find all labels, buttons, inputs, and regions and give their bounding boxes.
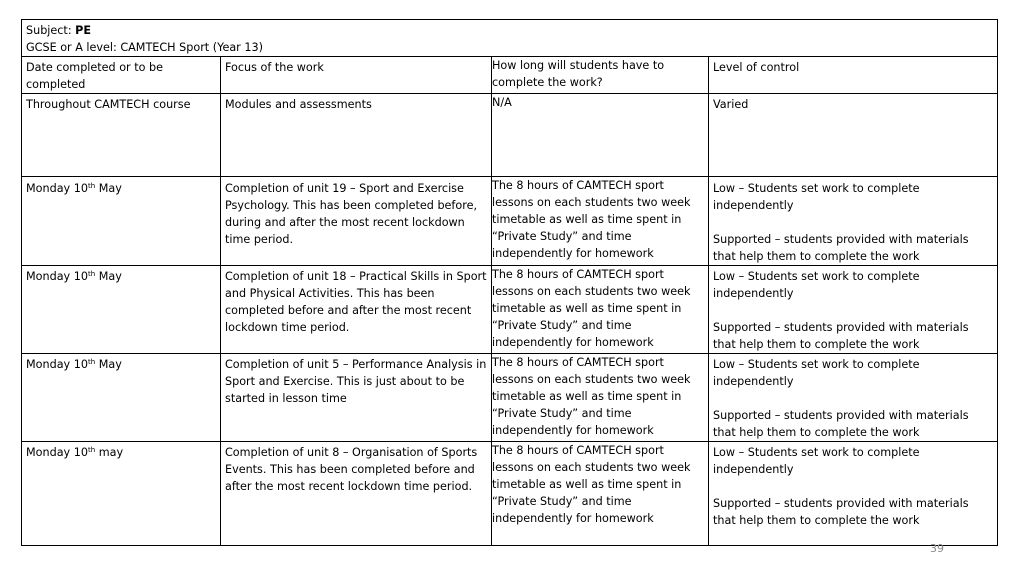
table-row — [22, 266, 998, 354]
table-row — [22, 177, 998, 266]
date-month: May — [95, 182, 122, 195]
date-text: Throughout CAMTECH course — [26, 98, 191, 111]
control-supported-text: Supported – students provided with materials that help them to complete the work — [713, 233, 969, 263]
control-low-text: Low – Students set work to complete independently — [713, 446, 920, 476]
date-ordinal: th — [87, 358, 96, 366]
control-cell — [709, 266, 998, 354]
table-row — [22, 94, 998, 177]
duration-cell: N/A — [492, 94, 709, 177]
control-cell — [709, 177, 998, 266]
subject-value: PE — [75, 24, 91, 37]
control-cell: Varied — [709, 94, 998, 177]
date-cell — [22, 177, 221, 266]
column-header-control: Level of control — [709, 57, 998, 94]
date-month: may — [95, 446, 124, 459]
page-number: 39 — [930, 542, 944, 555]
date-ordinal: th — [87, 446, 96, 454]
column-header-focus: Focus of the work — [221, 57, 492, 94]
work-plan-table — [21, 19, 998, 546]
control-low-text: Low – Students set work to complete independently — [713, 182, 920, 212]
control-supported-text: Supported – students provided with materials that help them to complete the work — [713, 409, 969, 439]
column-header-duration: How long will students have to complete the work? — [492, 57, 709, 94]
date-cell — [22, 266, 221, 354]
table-title-row — [22, 20, 998, 57]
date-ordinal: th — [87, 270, 96, 278]
date-text: Monday 10 — [26, 270, 88, 283]
date-cell — [22, 354, 221, 442]
table-row — [22, 442, 998, 546]
control-cell — [709, 442, 998, 546]
column-header-date: Date completed or to be completed — [22, 57, 221, 94]
date-text: Monday 10 — [26, 182, 88, 195]
date-text: Monday 10 — [26, 446, 88, 459]
subject-cell — [22, 20, 998, 57]
date-ordinal: th — [87, 182, 96, 190]
control-supported-text: Supported – students provided with materials that help them to complete the work — [713, 321, 969, 351]
control-low-text: Low – Students set work to complete independently — [713, 358, 920, 388]
duration-cell: The 8 hours of CAMTECH sport lessons on each students two week timetable as well as time spent in “Private Study” and time independently for homework — [492, 442, 709, 546]
duration-cell: The 8 hours of CAMTECH sport lessons on each students two week timetable as well as time spent in “Private Study” and time independently for homework — [492, 266, 709, 354]
date-text: Monday 10 — [26, 358, 88, 371]
focus-cell: Modules and assessments — [221, 94, 492, 177]
control-cell — [709, 354, 998, 442]
duration-cell: The 8 hours of CAMTECH sport lessons on each students two week timetable as well as time spent in “Private Study” and time independently for homework — [492, 177, 709, 266]
control-supported-text: Supported – students provided with materials that help them to complete the work — [713, 497, 969, 527]
course-line: GCSE or A level: CAMTECH Sport (Year 13) — [26, 41, 263, 54]
control-low-text: Low – Students set work to complete independently — [713, 270, 920, 300]
date-month: May — [95, 270, 122, 283]
subject-label: Subject: — [26, 24, 76, 37]
focus-cell: Completion of unit 8 – Organisation of Sports Events. This has been completed before and after the most recent lockdown time period. — [221, 442, 492, 546]
column-header-row — [22, 57, 998, 94]
date-cell — [22, 442, 221, 546]
focus-cell: Completion of unit 5 – Performance Analysis in Sport and Exercise. This is just about to be started in lesson time — [221, 354, 492, 442]
date-month: May — [95, 358, 122, 371]
duration-cell: The 8 hours of CAMTECH sport lessons on each students two week timetable as well as time spent in “Private Study” and time independently for homework — [492, 354, 709, 442]
focus-cell: Completion of unit 18 – Practical Skills in Sport and Physical Activities. This has been completed before and after the most recent lockdown time period. — [221, 266, 492, 354]
focus-cell: Completion of unit 19 – Sport and Exercise Psychology. This has been completed before, during and after the most recent lockdown time period. — [221, 177, 492, 266]
table-row — [22, 354, 998, 442]
date-cell — [22, 94, 221, 177]
